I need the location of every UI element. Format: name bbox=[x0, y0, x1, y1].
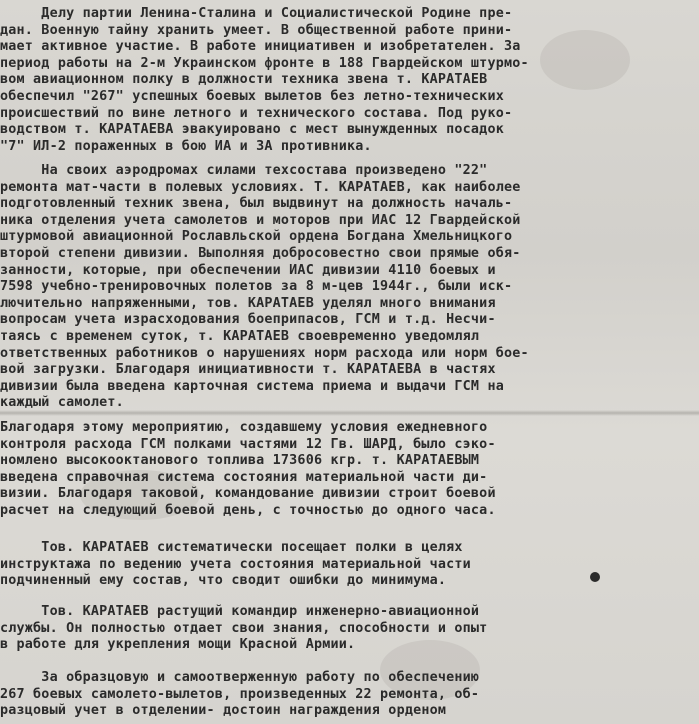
text-line: На своих аэродромах силами техсостава произведено "22" bbox=[0, 163, 488, 178]
text-line: дан. Военную тайну хранить умеет. В общественной работе прини- bbox=[0, 22, 513, 38]
text-line: Благодаря этому мероприятию, создавшему условия ежедневного bbox=[0, 420, 488, 435]
text-line: контроля расхода ГСМ полками частями 12 Гв. ШАРД, было сэко- bbox=[0, 436, 496, 452]
text-line: Тов. КАРАТАЕВ систематически посещает полки в целях bbox=[0, 540, 463, 555]
text-line: подготовленный техник звена, был выдвинут на должность началь- bbox=[0, 196, 513, 212]
paragraph-fuel-control bbox=[0, 420, 496, 520]
text-line: 7598 учебно-тренировочных полетов за 8 м-цев 1944г., были иск- bbox=[0, 279, 513, 295]
text-line: мает активное участие. В работе инициативен и изобретателен. За bbox=[0, 39, 521, 55]
text-line: ремонта мат-части в полевых условиях. Т. КАРАТАЕВ, как наиболее bbox=[0, 179, 521, 195]
text-line: службы. Он полностью отдает свои знания, способности и опыт bbox=[0, 620, 488, 636]
text-line: номлено высокооктанового топлива 173606 кгр. т. КАРАТАЕВЫМ bbox=[0, 453, 480, 469]
text-line: За образцовую и самоотверженную работу по обеспечению bbox=[0, 670, 480, 685]
paragraph-repairs-and-accounting bbox=[0, 163, 529, 412]
text-line: вом авиационном полку в должности техника звена т. КАРАТАЕВ bbox=[0, 72, 488, 88]
text-line: период работы на 2-м Украинском фронте в 188 Гвардейском штурмо- bbox=[0, 55, 529, 71]
text-line: "7" ИЛ-2 пораженных в бою ИА и ЗА противника. bbox=[0, 138, 372, 154]
paragraph-service-record bbox=[0, 6, 529, 155]
paper-stain bbox=[540, 30, 630, 90]
paragraph-regiment-visits bbox=[0, 540, 471, 590]
text-line: ответственных работников о нарушениях норм расхода или норм бое- bbox=[0, 345, 529, 361]
text-line: дивизии была введена карточная система приема и выдачи ГСМ на bbox=[0, 378, 504, 394]
text-line: расчет на следующий боевой день, с точностью до одного часа. bbox=[0, 502, 496, 518]
text-line: занности, которые, при обеспечении ИАС дивизии 4110 боевых и bbox=[0, 262, 496, 278]
text-line: разцовый учет в отделении- достоин награждения орденом bbox=[0, 703, 447, 719]
text-line: введена справочная система состояния материальной части ди- bbox=[0, 469, 488, 485]
text-line: штурмовой авиационной Рославльской ордена Богдана Хмельницкого bbox=[0, 229, 513, 245]
paragraph-award-recommendation bbox=[0, 670, 479, 720]
text-line: вой загрузки. Благодаря инициативности т. КАРАТАЕВА в частях bbox=[0, 362, 496, 378]
text-line: каждый самолет. bbox=[0, 395, 124, 411]
text-line: 267 боевых самолето-вылетов, произведенных 22 ремонта, об- bbox=[0, 686, 480, 702]
text-line: вопросам учета израсходования боеприпасов, ГСМ и т.д. Несчи- bbox=[0, 312, 496, 328]
text-line: визии. Благодаря таковой, командование дивизии строит боевой bbox=[0, 486, 496, 502]
text-line: Делу партии Ленина-Сталина и Социалистической Родине пре- bbox=[0, 6, 513, 21]
text-line: ника отделения учета самолетов и моторов при ИАС 12 Гвардейской bbox=[0, 212, 521, 228]
text-line: инструктажа по ведению учета состояния материальной части bbox=[0, 556, 471, 572]
text-line: водством т. КАРАТАЕВА эвакуировано с мест вынужденных посадок bbox=[0, 122, 504, 138]
text-line: обеспечил "267" успешных боевых вылетов без летно-технических bbox=[0, 88, 504, 104]
text-line: происшествий по вине летного и технического состава. Под руко- bbox=[0, 105, 513, 121]
text-line: Тов. КАРАТАЕВ растущий командир инженерно-авиационной bbox=[0, 604, 480, 619]
text-line: таясь с временем суток, т. КАРАТАЕВ своевременно уведомлял bbox=[0, 328, 480, 344]
text-line: второй степени дивизии. Выполняя добросовестно свои прямые обя- bbox=[0, 245, 521, 261]
ink-blot bbox=[590, 572, 600, 582]
text-line: в работе для укрепления мощи Красной Армии. bbox=[0, 637, 356, 653]
text-line: лючительно напряженными, тов. КАРАТАЕВ уделял много внимания bbox=[0, 295, 496, 311]
paragraph-growing-commander bbox=[0, 604, 487, 654]
text-line: подчиненный ему состав, что сводит ошибки до минимума. bbox=[0, 573, 447, 589]
